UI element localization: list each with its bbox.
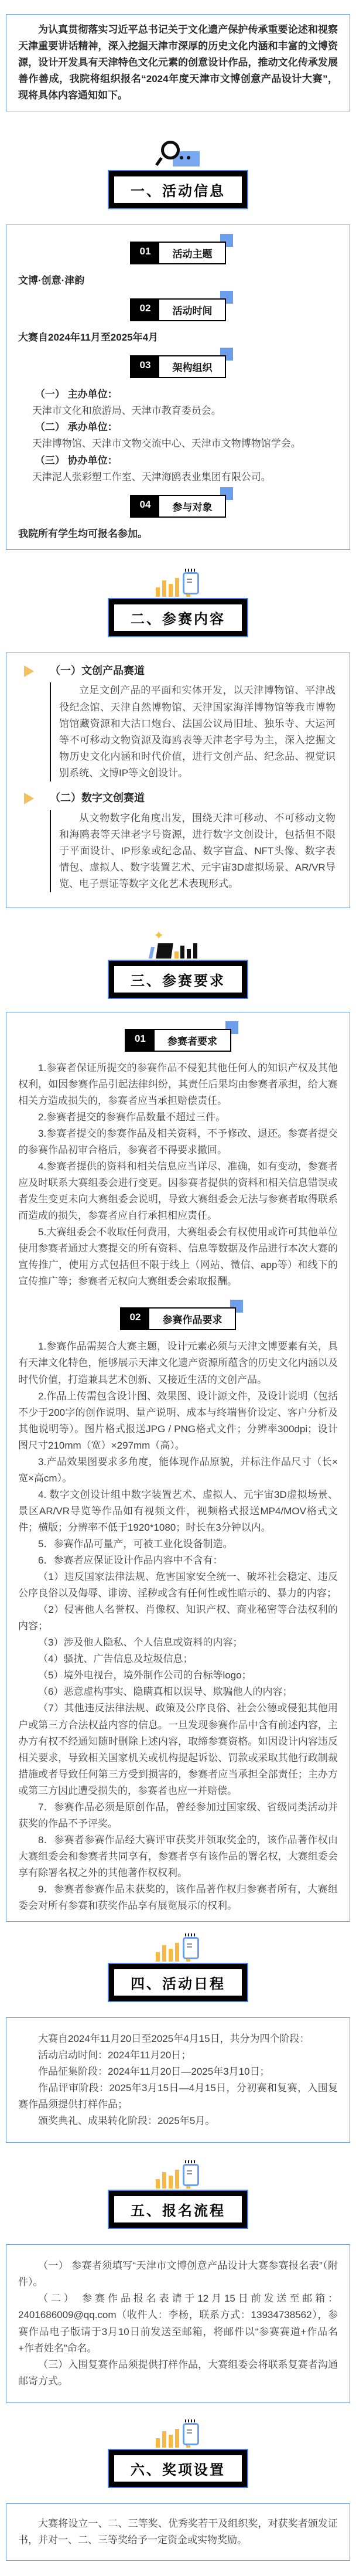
- entrant-rule: 1.参赛者保证所提交的参赛作品不侵犯其他任何人的知识产权及其他权利，如因参赛作品引起法律纠纷，其责任后果均由参赛者承担，给大赛相关方造成损失的，参赛者应当承担赔偿责任。: [18, 1062, 338, 1106]
- section-title-frame: [108, 2190, 248, 2229]
- phone-icon: [183, 572, 199, 594]
- section-1-header: [0, 141, 356, 209]
- section-title-frame: [108, 1963, 248, 2002]
- entrant-rule: 4.参赛者提供的资料和相关信息应当详尽、准确，如有变动，参赛者应及时联系大赛组委会进行变更。因参赛者提供的资料和相关信息错误或者发生变更未向大赛组委会说明，导致大赛组委会无法与参赛者取得联系而造成的损失，参赛者应自行承担相应责任。: [18, 1161, 338, 1222]
- work-rule: 1.参赛作品需契合大赛主题，设计元素必须与天津文博要素有关，具有天津文化特色，能够展示天津文化遗产资源所蕴含的历史文化内涵以及时代价值，打造兼具艺术创新、又接近生活的文创产品。: [18, 1341, 338, 1385]
- label-text: 活动时间: [172, 305, 213, 317]
- section-title: 二、参赛内容: [109, 599, 247, 636]
- bar-chart-phone-icon: [150, 2162, 206, 2190]
- section-title: 一、活动信息: [109, 171, 247, 208]
- arrow-right-icon: [24, 665, 34, 677]
- label-03-organization: [130, 355, 227, 378]
- entrant-rule: 3.参赛者提交的参赛作品及相关资料，不予修改、退还。参赛者提交的参赛作品初审合格后，参赛者不得要求撤回。: [18, 1127, 338, 1156]
- label-01-activity-theme: [130, 242, 227, 264]
- phone-icon: [183, 1937, 199, 1959]
- work-rule-subitem: （4）骚扰、广告信息及垃圾信息；: [38, 1653, 193, 1665]
- section-title: 三、参赛要求: [109, 961, 247, 998]
- work-rule: 3.产品效果图要求多角度，能体现作品原貌，并标注作品尺寸（长×宽×高cm）。: [18, 1456, 338, 1484]
- section-6-box: [6, 2503, 350, 2561]
- work-rule-subitem: （5）境外电视台，境外制作公司的台标等logo；: [38, 1670, 252, 1681]
- section-title: 五、报名流程: [109, 2191, 247, 2228]
- bar-chart-phone-icon: [150, 1935, 206, 1963]
- label-number: 04: [131, 496, 160, 516]
- track-2-heading: （二）数字文创赛道: [50, 791, 145, 804]
- schedule-line: 颁奖典礼、成果转化阶段：2025年5月。: [38, 2115, 215, 2127]
- work-rule: 2.作品上传需包含设计图、效果图、设计源文件，及设计说明（包括不少于200字的创作说明、量产说明、成本与终端售价设定、客户分析及其他说明等）。图片格式报送JPG / PNG格式文件；分辨率300dpi；设计图尺寸210mm（宽）×297mm（高）。: [18, 1390, 338, 1451]
- label-04-participants: [130, 495, 227, 518]
- track-1: [50, 662, 338, 781]
- organizer-unit-body: 天津博物馆、天津市文物交流中心、天津市文物博物馆学会。: [32, 438, 301, 450]
- label-number: 02: [131, 300, 160, 320]
- section-2-header: [0, 570, 356, 637]
- label-text: 活动主题: [172, 249, 213, 260]
- work-rule: 5．参赛作品可量产，可被工业化设备制造。: [38, 1538, 233, 1549]
- schedule-line: 活动启动时间：2024年11月20日；: [38, 2050, 191, 2061]
- track-2-paragraph: 从文物数字化角度出发，围绕天津可移动、不可移动文物和海鸥表等天津老字号资源，进行数字文创设计，包括但不限于平面设计、IP形象或纪念品、数字盲盒、NFT头像、数字表情包、虚拟人、数字装置艺术、元宇宙3D虚拟场景、AR/VR导览、电子票证等数字文化艺术表现形式。: [59, 812, 336, 889]
- section-5-box: [6, 2244, 350, 2402]
- track-2-body: [50, 810, 336, 892]
- section-title: 六、奖项设置: [109, 2450, 247, 2487]
- label-number: 01: [126, 1030, 155, 1051]
- section-4-header: [0, 1935, 356, 2002]
- host-unit-heading: （一） 主办单位：: [35, 389, 118, 400]
- work-rule: 7．参赛作品必须是原创作品，曾经参加过国家级、省级同类活动并获奖的作品不予评奖。: [18, 1801, 338, 1829]
- phone-icon: [183, 2164, 199, 2186]
- section-2-box: [6, 653, 350, 908]
- awards-text: 大赛将设立一、二、三等奖、优秀奖若干及组织奖，对获奖者颁发证书，并对一、二、三等奖给予一定资金或实物奖励。: [18, 2517, 338, 2546]
- work-rule-subitem: （6）恶意虚构事实、隐瞒真相以误导、欺骗他人的内容；: [38, 1686, 293, 1698]
- section-1-box: [6, 225, 350, 549]
- schedule-line: 作品评审阶段：2025年3月15日—4月15日，分初赛和复赛，入围复赛作品须提供打样作品；: [18, 2082, 338, 2111]
- bar-chart-phone-icon: [150, 570, 206, 598]
- label-text: 参赛者要求: [167, 1035, 217, 1047]
- magnifier-lens: [161, 141, 180, 159]
- section-3-box: [6, 1012, 350, 1922]
- magnifier-icon: [146, 141, 210, 169]
- label-number: 02: [121, 1309, 150, 1329]
- activity-time-text: 大赛自2024年11月至2025年4月: [18, 332, 159, 344]
- track-1-body: [50, 682, 336, 781]
- signup-step: （三）入围复赛作品须提供打样作品，大赛组委会将联系复赛者沟通邮寄方式。: [18, 2358, 338, 2387]
- host-unit-body: 天津市文化和旅游局、天津市教育委员会。: [32, 405, 221, 417]
- work-rule-subitem: （2）侵害他人名誉权、肖像权、知识产权、商业秘密等合法权利的内容；: [18, 1604, 338, 1632]
- work-rule-subitem: （1）违反国家法律法规、危害国家安全统一、破坏社会稳定、违反公序良俗以及侮辱、诽谤、淫秽或含有任何性或性暗示的、暴力的内容；: [18, 1571, 338, 1599]
- track-1-heading: （一）文创产品赛道: [50, 664, 145, 677]
- label-01-entrant-requirements: [125, 1029, 231, 1052]
- bar-chart-phone-icon: [150, 2421, 206, 2449]
- work-rule: 6．参赛者应保证设计作品内容中不含有：: [38, 1555, 223, 1566]
- track-2: [50, 790, 338, 892]
- label-02-work-requirements: [120, 1307, 237, 1330]
- signup-step: （一） 参赛者须填写“天津市文博创意产品设计大赛参赛报名表”（附件）。: [18, 2260, 338, 2288]
- co-organizer-unit-body: 天津泥人张彩塑工作室、天津海鸥表业集团有限公司。: [32, 471, 271, 482]
- intro-paragraph: 为认真贯彻落实习近平总书记关于文化遗产保护传承重要论述和视察天津重要讲话精神，深入挖掘天津市深厚的历史文化内涵和丰富的文博资源，设计开发具有天津特色文化元素的创意设计作品，推动文化传承发展善作善成，我院将组织报名“2024年度天津市文博创意产品设计大赛”，现将具体内容通知如下。: [18, 24, 338, 101]
- section-title: 四、活动日程: [109, 1964, 247, 2001]
- label-text: 参与对象: [172, 501, 213, 513]
- label-text: 参赛作品要求: [162, 1314, 222, 1326]
- intro-box: [6, 14, 350, 111]
- label-text: 架构组织: [172, 362, 213, 374]
- activity-theme-text: 文博·创意·津韵: [18, 275, 85, 287]
- work-rule: 8．参赛者参赛作品经大赛评审获奖并领取奖金的，该作品著作权由大赛组委会和参赛者共同享有，参赛者享有该作品的署名权，大赛组委会享有除署名权之外的其他著作权权利。: [18, 1834, 338, 1878]
- entrant-rule: 2.参赛者提交的参赛作品数量不超过三件。: [38, 1111, 226, 1123]
- section-title-frame: [108, 960, 248, 999]
- arrow-right-icon: [24, 793, 34, 804]
- label-number: 03: [131, 356, 160, 377]
- work-rule: 4. 数字文创设计组中数字装置艺术、虚拟人、元宇宙3D虚拟场景、景区AR/VR导览等作品如有视频文件，视频格式报送MP4/MOV格式文件；横版；分辨率不低于1920*1080；时长在3分钟以内。: [18, 1488, 338, 1533]
- work-rule-subitem: （7）其他违反法律法规、政策及公序良俗、社会公德或侵犯其他用户或第三方合法权益内容的信息。一旦发现参赛作品中含有前述内容，主办方有权不经通知随时删除上述内容，取缔参赛资格。如因设计内容违反相关要求，导致相关国家机关或机构提起诉讼、罚款或采取其他行政制裁措施或者导致任何第三方受到损害的，参赛者应当承担全部责任；主办方或第三方因此遭受损失的，参赛者也应一并赔偿。: [18, 1702, 338, 1796]
- label-02-activity-time: [130, 298, 227, 321]
- section-6-header: [0, 2421, 356, 2488]
- sparkle-icon: ✦: [153, 927, 165, 943]
- section-title-frame: [108, 2449, 248, 2488]
- building-block: [156, 943, 173, 959]
- section-title-frame: [108, 598, 248, 637]
- participants-text: 我院所有学生均可报名参加。: [18, 528, 148, 539]
- magnifier-handle: [155, 157, 163, 166]
- organizer-unit-heading: （二） 承办单位：: [35, 422, 118, 433]
- schedule-line: 大赛自2024年11月20日至2025年4月15日，共分为四个阶段：: [38, 2033, 310, 2045]
- signup-step: （二） 参赛作品报名表请于12月15日前发送至邮箱：2401686009@qq.com（收件人：李杨，联系方式：13934738562），参赛作品电子版请于3月10日前发送至邮箱，将邮件以“参赛赛道+作品名+作者姓名”命名。: [18, 2293, 338, 2354]
- co-organizer-unit-heading: （三） 协办单位：: [35, 454, 118, 466]
- phone-icon: [183, 2423, 199, 2445]
- skyline-sparkle-icon: [143, 929, 213, 960]
- entrant-rule: 5.大赛组委会不收取任何费用，大赛组委会有权使用或许可其他单位使用参赛者通过大赛提交的所有资料、信息等数据及作品进行本次大赛的宣传推广，使用方式包括但不限于线上（网站、微信、app等）和线下的宣传推广等；参赛者无权向大赛组委会索取报酬。: [18, 1226, 338, 1287]
- work-rule: 9．参赛者参赛作品未获奖的，该作品著作权归参赛者所有，大赛组委会对所有参赛和获奖作品享有展览展示的权利。: [18, 1883, 338, 1912]
- schedule-line: 作品征集阶段：2024年11月20日—2025年3月10日；: [38, 2066, 270, 2078]
- section-3-header: [0, 929, 356, 999]
- section-title-frame: [108, 170, 248, 209]
- blue-wedge: [149, 947, 155, 959]
- section-5-header: [0, 2162, 356, 2229]
- section-4-box: [6, 2017, 350, 2143]
- track-1-paragraph: 立足文创产品的平面和实体开发，以天津博物馆、平津战役纪念馆、天津自然博物馆、天津国家海洋博物馆等我市博物馆馆藏资源和大沽口炮台、法国公议局旧址、独乐寺、大运河等不可移动文物资源及海鸥表等天津老字号为主，深入挖掘文物历史文化内涵和时代价值，进行文创产品、纪念品、视觉识别系统、文博IP等文创设计。: [59, 685, 336, 779]
- label-number: 01: [131, 243, 160, 263]
- work-rule-subitem: （3）涉及他人隐私、个人信息或资料的内容；: [38, 1637, 243, 1649]
